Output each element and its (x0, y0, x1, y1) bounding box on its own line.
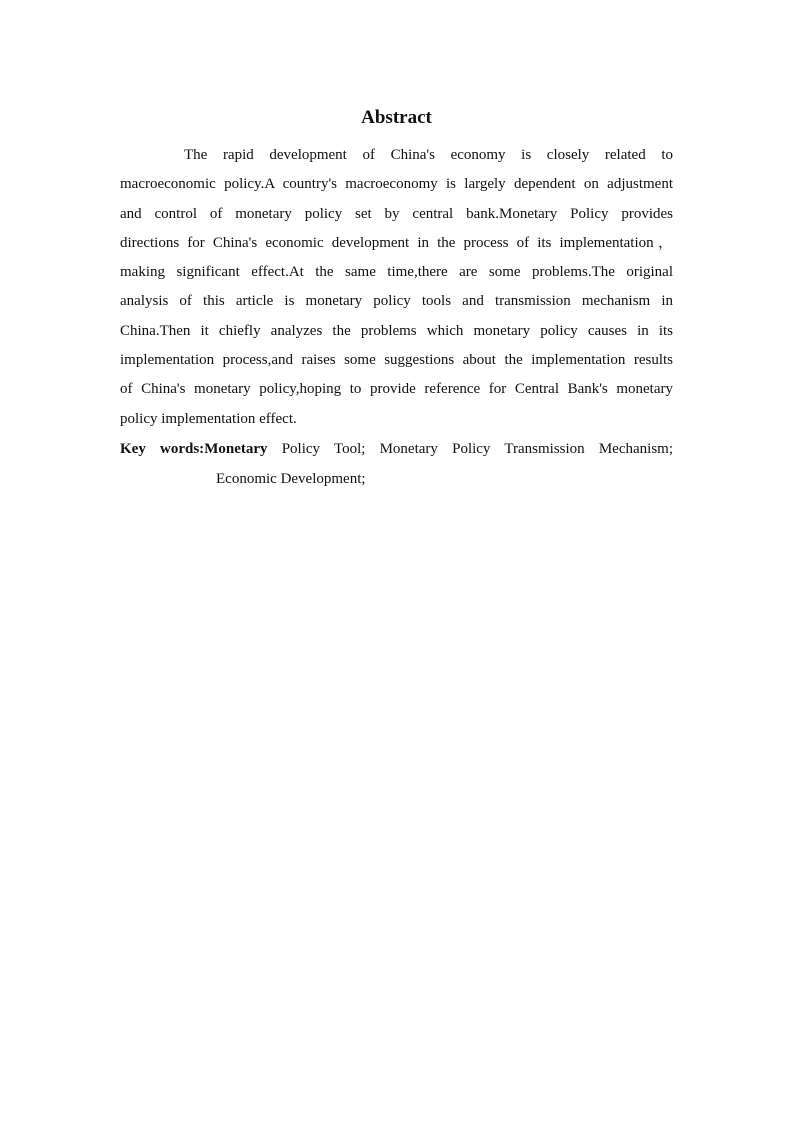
paragraph-line: making significant effect.At the same time,there are some problems.The original (120, 264, 673, 281)
keywords-label: Key words: (120, 441, 205, 457)
keywords-rest: Policy Tool; Monetary Policy Transmission Mechanism; (281, 441, 673, 457)
keywords-line (120, 434, 673, 464)
paragraph-line: of China's monetary policy,hoping to provide reference for Central Bank's monetary (120, 381, 673, 398)
paragraph-line: China.Then it chiefly analyzes the problems which monetary policy causes in its (120, 322, 673, 339)
keywords-continuation: Economic Development; (216, 471, 366, 487)
paragraph-line: macroeconomic policy.A country's macroeconomy is largely dependent on adjustment (120, 176, 673, 193)
paragraph-line: The rapid development of China's economy is closely related to (184, 147, 673, 163)
paragraph-line: and control of monetary policy set by central bank.Monetary Policy provides (120, 205, 673, 222)
keywords-section (120, 434, 673, 494)
paragraph-line: directions for China's economic development in the process of its implementation， (120, 234, 673, 251)
paragraph-line: implementation process,and raises some suggestions about the implementation results (120, 352, 673, 369)
keyword-first-word: Monetary (204, 441, 268, 457)
paragraph-line: analysis of this article is monetary policy tools and transmission mechanism in (120, 293, 673, 310)
abstract-paragraph (120, 141, 673, 434)
paragraph-line: policy implementation effect. (120, 410, 297, 427)
abstract-title: Abstract (361, 107, 432, 128)
